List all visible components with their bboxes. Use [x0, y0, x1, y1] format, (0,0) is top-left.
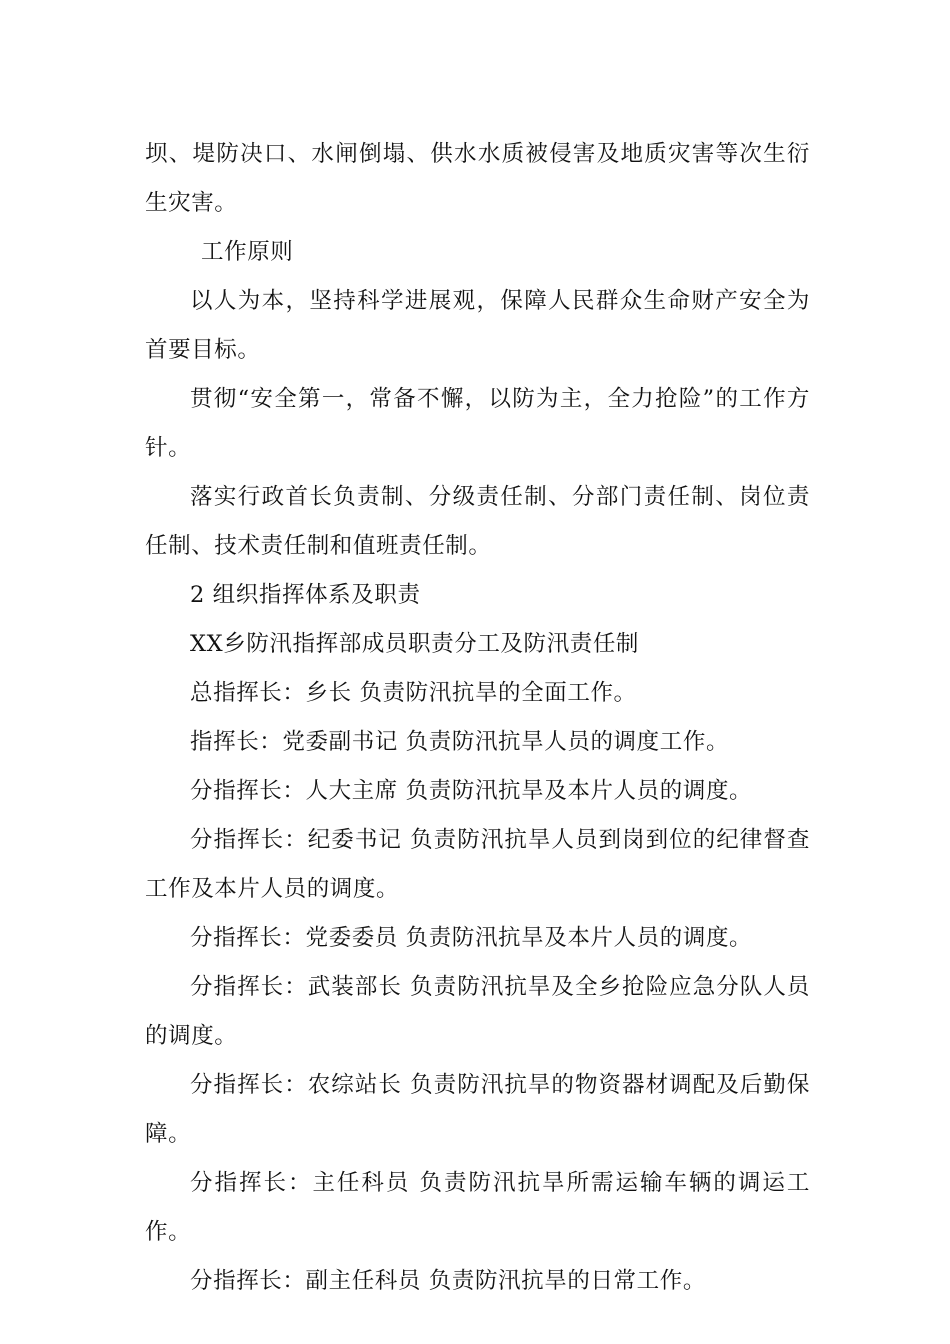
section-heading-work-principles: 工作原则: [201, 239, 294, 265]
paragraph-secondary-disasters: 坝、堤防决口、水闸倒塌、供水水质被侵害及地质灾害等次生衍生灾害。: [145, 141, 810, 216]
document-body: [145, 130, 810, 1306]
paragraph-sub-commander-agriculture: 分指挥长：农综站长 负责防汛抗旱的物资器材调配及后勤保障。: [145, 1072, 810, 1147]
paragraph-commander-in-chief: 总指挥长：乡长 负责防汛抗旱的全面工作。: [190, 680, 637, 706]
paragraph-people-first: 以人为本，坚持科学进展观，保障人民群众生命财产安全为首要目标。: [145, 288, 810, 363]
paragraph-sub-commander-section-chief: 分指挥长：主任科员 负责防汛抗旱所需运输车辆的调运工作。: [145, 1170, 810, 1245]
paragraph-responsibility-system: 落实行政首长负责制、分级责任制、分部门责任制、岗位责任制、技术责任制和值班责任制。: [145, 484, 810, 559]
paragraph-sub-commander-npc: 分指挥长：人大主席 负责防汛抗旱及本片人员的调度。: [190, 778, 753, 804]
paragraph-sub-commander-armed-forces: 分指挥长：武装部长 负责防汛抗旱及全乡抢险应急分队人员的调度。: [145, 974, 810, 1049]
paragraph-sub-commander-party-member: 分指挥长：党委委员 负责防汛抗旱及本片人员的调度。: [190, 925, 753, 951]
paragraph-sub-commander-deputy-chief: 分指挥长：副主任科员 负责防汛抗旱的日常工作。: [190, 1268, 706, 1294]
section-heading-organization: 2 组织指挥体系及职责: [190, 582, 421, 608]
paragraph-safety-first: 贯彻“安全第一，常备不懈，以防为主，全力抢险”的工作方针。: [145, 386, 810, 461]
paragraph-member-duties-title: XX乡防汛指挥部成员职责分工及防汛责任制: [190, 631, 640, 657]
paragraph-commander: 指挥长：党委副书记 负责防汛抗旱人员的调度工作。: [190, 729, 730, 755]
paragraph-sub-commander-discipline: 分指挥长：纪委书记 负责防汛抗旱人员到岗到位的纪律督查工作及本片人员的调度。: [145, 827, 810, 902]
